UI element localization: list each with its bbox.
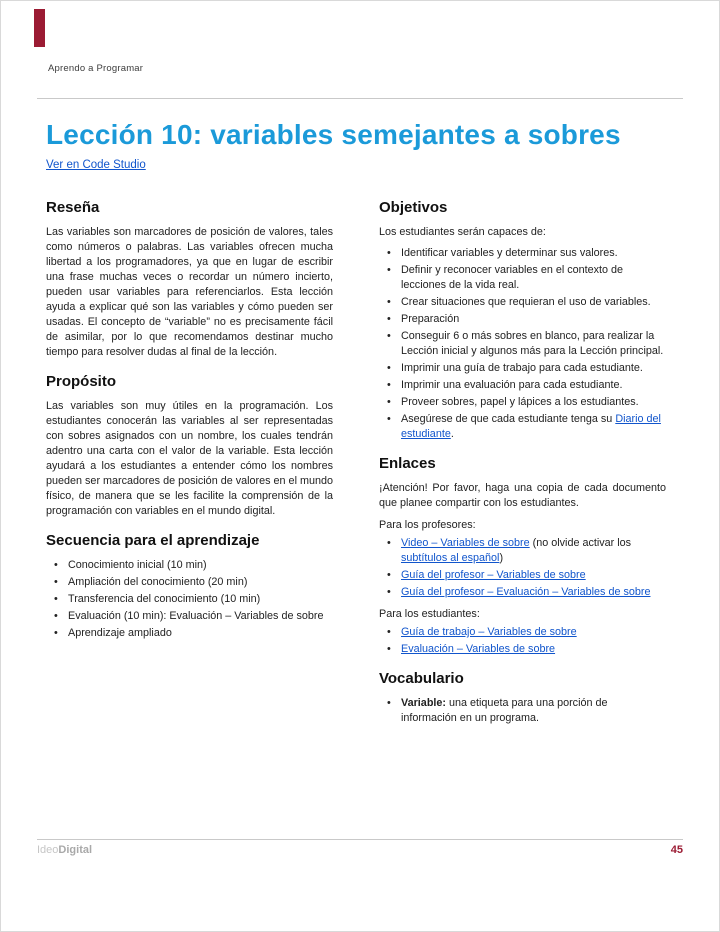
page-title: Lección 10: variables semejantes a sobres (46, 119, 621, 150)
list-item (379, 642, 666, 657)
list-item (379, 568, 666, 583)
document-link[interactable]: Diario del estudiante (401, 413, 661, 440)
list-item (379, 625, 666, 640)
students-label: Para los estudiantes: (379, 608, 480, 620)
section-objetivos (379, 199, 666, 442)
list-item (46, 575, 333, 590)
teachers-label: Para los profesores: (379, 519, 476, 531)
document-link[interactable]: Guía del profesor – Variables de sobre (401, 569, 586, 581)
document-link[interactable]: Evaluación – Variables de sobre (401, 643, 556, 655)
section-heading-objetivos: Objetivos (379, 199, 448, 216)
list-item (379, 361, 666, 376)
document-link[interactable]: Video – Variables de sobre (401, 537, 530, 549)
objetivos-intro: Los estudiantes serán capaces de: (379, 226, 546, 238)
document-link[interactable]: Guía de trabajo – Variables de sobre (401, 626, 577, 638)
section-heading-vocabulario: Vocabulario (379, 670, 464, 687)
teacher-links-list (379, 536, 666, 600)
section-heading-enlaces: Enlaces (379, 455, 436, 472)
list-item (379, 263, 666, 293)
list-item-text: Crear situaciones que requieran el uso de variables. (401, 296, 651, 308)
student-links-list (379, 625, 666, 657)
paragraph-resena: Las variables son marcadores de posición de valores, tales como números o palabras. Las variables ofrecen mucha libertad a los programadores, ya que en lugar de escribir una frase muchas veces o recordar un número incierto, pueden usar variables para referenciarlos. Esta lección ayuda a explicar qué son las variables y cómo pueden ser usadas. El concepto de “variable” no es precisamente fácil de asimilar, por lo que recomendamos destinar mucho tiempo para resolver dudas al final de la lección. (46, 226, 333, 358)
list-item-text: Conocimiento inicial (10 min) (68, 559, 207, 571)
list-item (379, 378, 666, 393)
list-item-text: Asegúrese de que cada estudiante tenga su (401, 413, 616, 425)
list-item-text: Ampliación del conocimiento (20 min) (68, 576, 248, 588)
section-secuencia (46, 532, 333, 641)
list-item-text: Aprendizaje ampliado (68, 627, 172, 639)
list-item (379, 536, 666, 566)
document-link[interactable]: Guía del profesor – Evaluación – Variables de sobre (401, 586, 651, 598)
list-item-text: Definir y reconocer variables en el contexto de lecciones de la vida real. (401, 264, 624, 291)
vocabulario-list (379, 696, 666, 726)
section-heading-secuencia: Secuencia para el aprendizaje (46, 532, 260, 549)
section-heading-proposito: Propósito (46, 373, 116, 390)
list-item-text: Imprimir una evaluación para cada estudiante. (401, 379, 623, 391)
header-brand: Aprendo a Programar (48, 63, 144, 74)
list-item (379, 395, 666, 410)
list-item (379, 295, 666, 310)
header-divider (37, 98, 683, 99)
page-content (46, 119, 666, 739)
two-column-layout (46, 199, 666, 739)
list-item-text: una etiqueta para una porción de información en un programa. (401, 697, 608, 724)
list-item-text: Evaluación (10 min): Evaluación – Variables de sobre (68, 610, 324, 622)
paragraph-proposito: Las variables son muy útiles en la programación. Los estudiantes conocerán las variables al ser representadas con sobres asignados con un nombre, los cuales tendrán adentro una carta con el valor de la variable. Esta lección ayudará a los estudiantes a entender cómo los nombres pueden ser marcadores de posición de valores en el mundo físico, de manera que se les facilite la comprensión de la programación con variables en el mundo digital. (46, 400, 333, 517)
objetivos-list (379, 246, 666, 442)
secuencia-list (46, 558, 333, 641)
list-item (379, 312, 666, 327)
section-proposito (46, 373, 333, 519)
footer-brand: IdeoDigital (37, 844, 93, 856)
section-resena (46, 199, 333, 360)
list-item (379, 696, 666, 726)
list-item-text: Identificar variables y determinar sus valores. (401, 247, 618, 259)
list-item (46, 626, 333, 641)
list-item (46, 592, 333, 607)
corner-accent-bar (34, 9, 45, 47)
list-item-text: Transferencia del conocimiento (10 min) (68, 593, 261, 605)
list-item (46, 558, 333, 573)
list-item-text: . (450, 428, 454, 440)
code-studio-link[interactable]: Ver en Code Studio (46, 159, 146, 171)
list-item (379, 329, 666, 359)
list-item-text: (no olvide activar los (529, 537, 632, 549)
section-heading-resena: Reseña (46, 199, 100, 216)
list-item-text: Proveer sobres, papel y lápices a los estudiantes. (401, 396, 639, 408)
list-item-text: ) (499, 552, 504, 564)
right-column (379, 199, 666, 739)
document-link[interactable]: subtítulos al español (401, 552, 500, 564)
list-item-text: Variable: (401, 697, 447, 709)
list-item (46, 609, 333, 624)
list-item (379, 246, 666, 261)
list-item-text: Preparación (401, 313, 460, 325)
footer-divider (37, 839, 683, 840)
enlaces-attention: ¡Atención! Por favor, haga una copia de cada documento que planee compartir con los estudiantes. (379, 482, 666, 509)
left-column (46, 199, 333, 739)
list-item-text: Conseguir 6 o más sobres en blanco, para realizar la Lección inicial y algunos más para la Lección principal. (401, 330, 664, 357)
section-vocabulario (379, 670, 666, 726)
page-number: 45 (670, 844, 683, 856)
section-enlaces (379, 455, 666, 657)
page-footer (37, 844, 683, 856)
list-item-text: Imprimir una guía de trabajo para cada estudiante. (401, 362, 643, 374)
list-item (379, 585, 666, 600)
list-item (379, 412, 666, 442)
